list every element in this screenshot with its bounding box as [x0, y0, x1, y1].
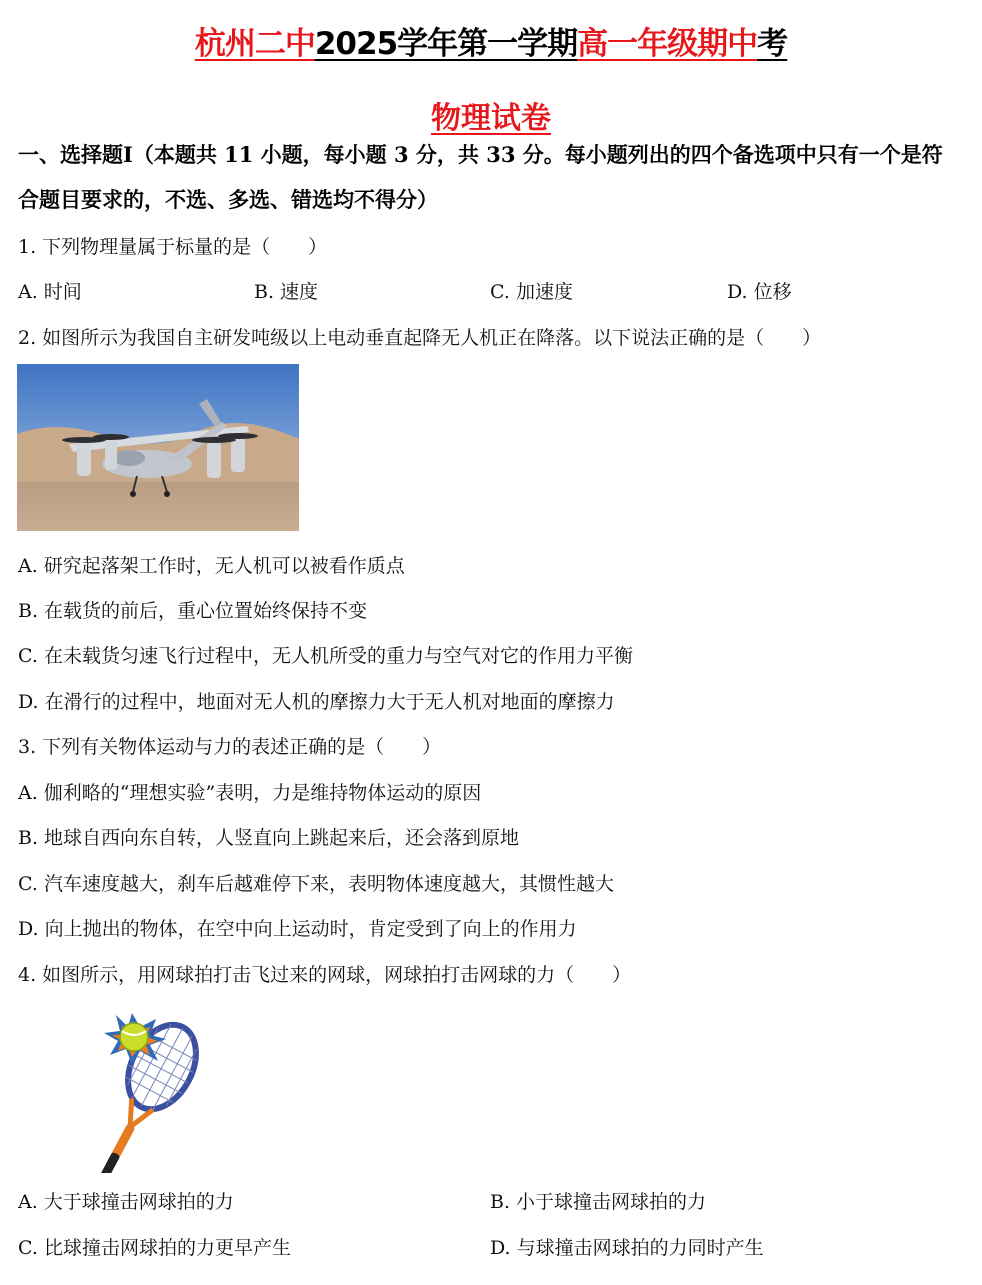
question-3-stem: 3. 下列有关物体运动与力的表述正确的是（ ）	[18, 736, 442, 758]
q4-option-c: C. 比球撞击网球拍的力更早产生	[18, 1237, 291, 1259]
q1-option-b: B. 速度	[254, 281, 319, 303]
title-term: 2025学年第一学期	[314, 26, 578, 62]
q1-option-a: A. 时间	[18, 281, 82, 303]
q3-option-d: D. 向上抛出的物体，在空中向上运动时，肯定受到了向上的作用力	[18, 918, 577, 940]
exam-subtitle: 物理试卷	[431, 101, 551, 136]
q4-option-b: B. 小于球撞击网球拍的力	[490, 1191, 707, 1213]
q2-option-d: D. 在滑行的过程中，地面对无人机的摩擦力大于无人机对地面的摩擦力	[18, 691, 615, 713]
q1-option-d: D. 位移	[727, 281, 792, 303]
q3-option-c: C. 汽车速度越大，刹车后越难停下来，表明物体速度越大，其惯性越大	[18, 873, 614, 895]
q2-option-c: C. 在未载货匀速飞行过程中，无人机所受的重力与空气对它的作用力平衡	[18, 645, 633, 667]
drone-photo	[17, 364, 299, 531]
q1-option-c: C. 加速度	[490, 281, 573, 303]
q2-option-b: B. 在载货的前后，重心位置始终保持不变	[18, 600, 368, 622]
title-grade: 高一年级期中	[577, 26, 758, 62]
q3-option-b: B. 地球自西向东自转，人竖直向上跳起来后，还会落到原地	[18, 827, 520, 849]
section-heading: 一、选择题Ⅰ（本题共 11 小题，每小题 3 分，共 33 分。每小题列出的四个备选项中只有一个是符合题目要求的，不选、多选、错选均不得分）	[18, 142, 943, 212]
title-exam: 考	[757, 26, 788, 62]
q4-option-a: A. 大于球撞击网球拍的力	[18, 1191, 234, 1213]
title-school: 杭州二中	[194, 26, 315, 62]
question-1-stem: 1. 下列物理量属于标量的是（ ）	[18, 236, 328, 258]
tennis-racket-illustration	[70, 1005, 210, 1173]
q3-option-a: A. 伽利略的“理想实验”表明，力是维持物体运动的原因	[18, 782, 482, 804]
exam-title	[0, 18, 982, 63]
q2-option-a: A. 研究起落架工作时，无人机可以被看作质点	[18, 555, 405, 577]
question-2-stem: 2. 如图所示为我国自主研发吨级以上电动垂直起降无人机正在降落。以下说法正确的是（ ）	[18, 327, 822, 349]
question-4-stem: 4. 如图所示，用网球拍打击飞过来的网球，网球拍打击网球的力（ ）	[18, 964, 632, 986]
q4-option-d: D. 与球撞击网球拍的力同时产生	[490, 1237, 764, 1259]
